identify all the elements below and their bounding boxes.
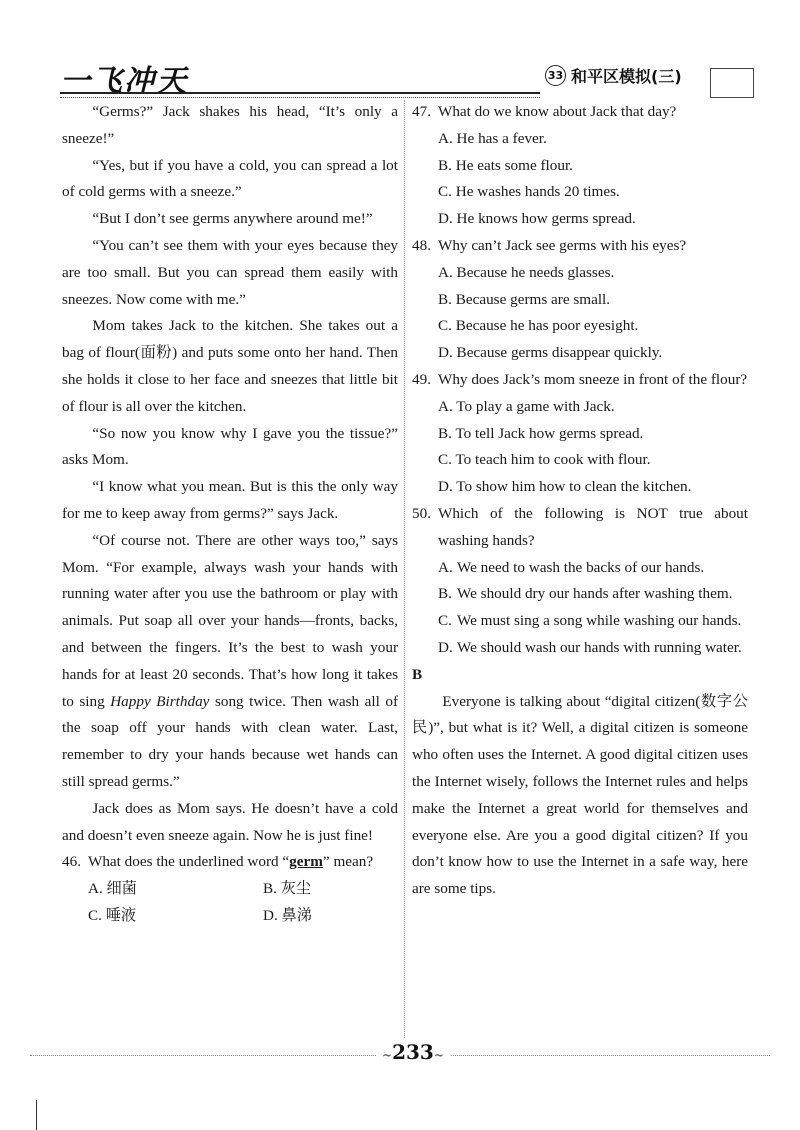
passage-paragraph: “I know what you mean. But is this the only way for me to keep away from germs?” says Jack. <box>62 478 398 522</box>
brand-logo: 一飞冲天 <box>60 64 188 99</box>
option-b: B. To tell Jack how germs spread. <box>438 424 644 442</box>
option-c: C. Because he has poor eyesight. <box>438 317 639 335</box>
option-b: B. Because germs are small. <box>438 290 611 308</box>
passage-paragraph <box>62 528 398 796</box>
option-c: C. To teach him to cook with flour. <box>438 451 651 469</box>
question-stem: Why does Jack’s mom sneeze in front of the flour? <box>438 370 748 388</box>
question-stem: Which of the following is NOT true about washing hands? <box>438 504 748 549</box>
stem-text: ” mean? <box>322 853 374 871</box>
passage-paragraph: Jack does as Mom says. He doesn’t have a cold and doesn’t even sneeze again. Now he is just fine! <box>62 799 398 844</box>
question-stem: What do we know about Jack that day? <box>438 103 677 120</box>
left-column <box>62 99 398 930</box>
option-letter: D. <box>438 638 453 656</box>
question-46 <box>62 849 398 929</box>
option-a: A. 细菌 <box>88 880 137 898</box>
header-dotted-rule <box>60 97 540 98</box>
passage-paragraph: “Yes, but if you have a cold, you can spread a lot of cold germs with a sneeze.” <box>62 156 398 201</box>
option-text: We should dry our hands after washing them. <box>457 585 733 603</box>
question-stem <box>88 849 398 876</box>
section-b-heading: B <box>412 665 423 683</box>
song-title: Happy Birthday <box>110 692 210 710</box>
option-d: D. Because germs disappear quickly. <box>438 344 663 362</box>
question-stem: Why can’t Jack see germs with his eyes? <box>438 236 687 254</box>
question-number: 50. <box>412 504 431 522</box>
stem-text: What does the underlined word “ <box>88 853 290 871</box>
passage-paragraph: “So now you know why I gave you the tissue?” asks Mom. <box>62 424 398 469</box>
passage-paragraph: “Germs?” Jack shakes his head, “It’s only a sneeze!” <box>62 103 398 147</box>
page-number: ~ 233 ~ <box>376 1040 450 1064</box>
header-rule <box>60 92 540 94</box>
option-b: B. He eats some flour. <box>438 156 573 174</box>
option-d: D. To show him how to clean the kitchen. <box>438 478 692 496</box>
question-number: 49. <box>412 370 431 388</box>
option-c: C. He washes hands 20 times. <box>438 183 620 201</box>
page-header <box>0 0 800 100</box>
option-d <box>412 635 748 662</box>
option-b: B. 灰尘 <box>263 880 312 898</box>
question-number: 48. <box>412 236 431 254</box>
option-letter: A. <box>438 558 453 576</box>
question-number: 46. <box>62 853 81 871</box>
option-text: We need to wash the backs of our hands. <box>457 558 705 576</box>
section-title: 和平区模拟(三) <box>571 67 682 86</box>
option-a <box>412 555 748 582</box>
question-48 <box>412 233 748 367</box>
passage-b-paragraph: Everyone is talking about “digital citizen(数字公民)”, but what is it? Well, a digital citizen is someone who often uses the Internet. A good digital citizen uses the Internet wisely, follows the Internet rules and helps make the Internet a great world for themselves and everyone else. Are you a good digital citizen? If you don’t know how to use the Internet in a safe way, here are some tips. <box>412 692 748 898</box>
question-number: 47. <box>412 103 431 120</box>
option-a: A. He has a fever. <box>438 129 547 147</box>
option-d: D. He knows how germs spread. <box>438 210 636 228</box>
option-a: A. Because he needs glasses. <box>438 263 615 281</box>
right-column <box>412 99 748 903</box>
option-c <box>412 608 748 635</box>
option-letter: C. <box>438 612 452 630</box>
question-47 <box>412 99 748 233</box>
option-c: C. 唾液 <box>88 906 137 924</box>
option-b <box>412 581 748 608</box>
option-grid <box>62 876 398 930</box>
passage-paragraph: “You can’t see them with your eyes because they are too small. But you can spread them easily with sneezes. Now come with me.” <box>62 236 398 308</box>
section-label <box>545 64 682 87</box>
option-text: We should wash our hands with running water. <box>457 638 742 656</box>
exam-number-badge: 33 <box>545 65 566 86</box>
underlined-word: germ <box>289 853 323 871</box>
question-50 <box>412 501 748 662</box>
paragraph-text: “Of course not. There are other ways too,” says Mom. “For example, always wash your hands with running water after you use the bathroom or play with animals. Put soap all over your hands—fronts, backs, and between the fingers. It’s the best to wash your hands for at least 20 seconds. That’s how long it takes to sing <box>62 531 398 710</box>
passage-paragraph: “But I don’t see germs anywhere around me!” <box>92 210 373 228</box>
question-49 <box>412 367 748 501</box>
option-letter: B. <box>438 585 452 603</box>
option-a: A. To play a game with Jack. <box>438 397 615 415</box>
passage-paragraph: Mom takes Jack to the kitchen. She takes out a bag of flour(面粉) and puts some onto her hand. Then she holds it close to her face and sneezes that little bit of flour is all over the kitchen. <box>62 317 398 415</box>
margin-mark <box>36 1100 37 1130</box>
corner-stamp <box>710 68 754 98</box>
option-text: We must sing a song while washing our hands. <box>457 612 742 630</box>
option-d: D. 鼻涕 <box>263 906 312 924</box>
paragraph-text: song twice. Then wash all of the soap off your hands with clean water. Last, remember to dry your hands because wet hands can still spread germs.” <box>62 692 399 790</box>
